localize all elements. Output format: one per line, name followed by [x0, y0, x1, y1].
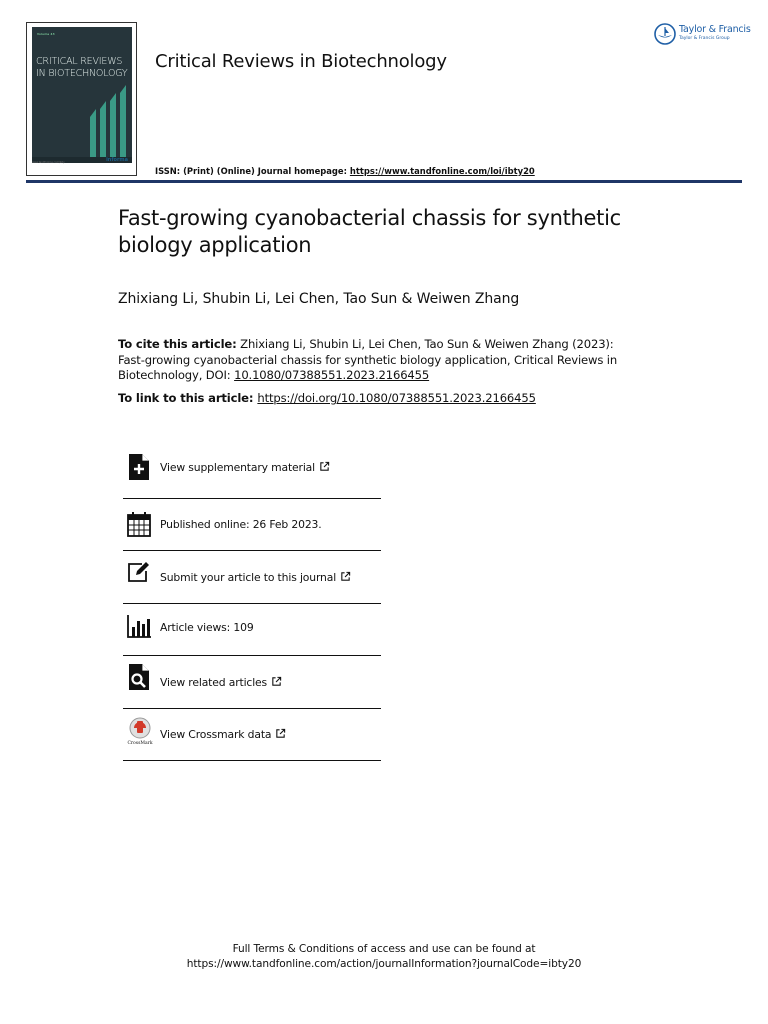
calendar-icon [127, 511, 151, 537]
doi-link[interactable]: 10.1080/07388551.2023.2166455 [234, 368, 430, 382]
external-link-icon [340, 571, 351, 582]
crossmark-row[interactable] [123, 709, 381, 762]
terms-line: Full Terms & Conditions of access and use can be found at [232, 943, 536, 955]
published-row [123, 499, 381, 552]
taylor-francis-logo [654, 22, 750, 48]
article-views: Article views: 109 [160, 620, 254, 634]
edit-icon [127, 559, 151, 585]
submit-label [160, 571, 351, 584]
supplementary-label [160, 461, 330, 474]
supplementary-text: View supplementary material [160, 461, 315, 474]
cover-art [32, 27, 132, 163]
related-text: View related articles [160, 676, 268, 689]
supplementary-file-icon [127, 454, 151, 480]
related-row[interactable] [123, 656, 381, 709]
external-link-icon [319, 461, 330, 472]
link-label: To link to this article: [118, 391, 254, 405]
bar-chart-icon [127, 613, 151, 639]
crossmark-label [160, 728, 286, 741]
article-title: Fast-growing cyanobacterial chassis for synthetic biology application [118, 206, 621, 257]
issn-line [155, 166, 535, 176]
external-link-icon [275, 728, 286, 739]
published-date: Published online: 26 Feb 2023. [160, 517, 322, 531]
citation-label: To cite this article: [118, 337, 237, 351]
external-link-icon [271, 676, 282, 687]
related-label [160, 676, 282, 689]
article-authors: Zhixiang Li, Shubin Li, Lei Chen, Tao Sun & Weiwen Zhang [118, 291, 520, 307]
views-row [123, 604, 381, 657]
taylor-francis-emblem-icon [654, 22, 676, 46]
journal-cover [26, 22, 137, 176]
cover-bars-graphic [32, 27, 132, 163]
informa-logo: informa [106, 157, 128, 163]
article-doi-url-link[interactable]: https://doi.org/10.1080/07388551.2023.2166455 [257, 391, 536, 405]
supplementary-row[interactable] [123, 446, 381, 499]
issn-text: ISSN: (Print) (Online) Journal homepage: [155, 166, 350, 176]
submit-row[interactable] [123, 551, 381, 604]
cover-title: CRITICAL REVIEWS IN BIOTECHNOLOGY [36, 56, 128, 79]
header-divider [26, 180, 742, 183]
related-articles-icon [127, 664, 151, 690]
cover-volume-text: Volume 43 [37, 32, 55, 36]
crossmark-icon-text: CrossMark [127, 740, 153, 745]
journal-title: Critical Reviews in Biotechnology [155, 51, 447, 72]
cover-footer [32, 157, 130, 167]
terms-url[interactable]: https://www.tandfonline.com/action/journalInformation?journalCode=ibty20 [186, 958, 582, 970]
crossmark-icon [127, 717, 153, 745]
article-link-line [118, 391, 536, 405]
publisher-group: Taylor & Francis Group [679, 36, 730, 41]
submit-text: Submit your article to this journal [160, 571, 337, 584]
cover-footer-text: www.tandfonline.com/ibty [32, 161, 65, 164]
journal-homepage-link[interactable]: https://www.tandfonline.com/loi/ibty20 [349, 166, 535, 176]
citation-text: Zhixiang Li, Shubin Li, Lei Chen, Tao Sun & Weiwen Zhang (2023): Fast-growing cyanobacterial chassis for synthetic biology application, Critical Reviews in Biotechnology, DOI: [118, 337, 618, 382]
citation-block [118, 337, 638, 384]
publisher-name: Taylor & Francis [679, 24, 751, 35]
article-info-list [123, 446, 381, 761]
terms-footer [0, 942, 768, 972]
crossmark-text: View Crossmark data [160, 727, 272, 741]
